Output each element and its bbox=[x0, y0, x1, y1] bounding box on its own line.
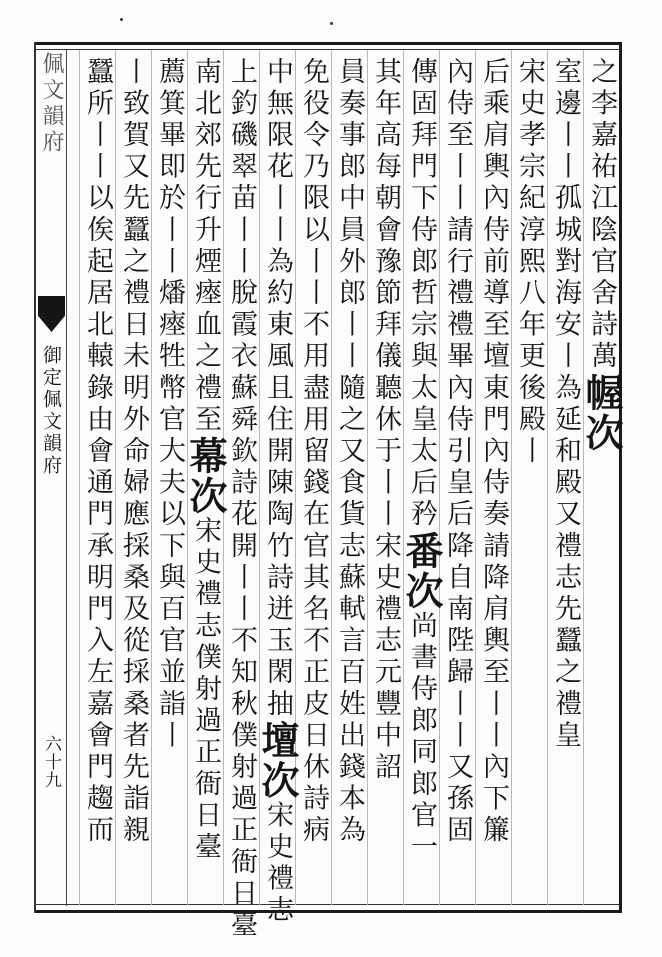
column-text: 員奏事郎中員外郎丨丨隨之又食貨志蘇軾言百姓出錢本為 bbox=[334, 57, 365, 847]
column-note: 丨為延和殿又禮志先蠶之禮皇 bbox=[550, 341, 581, 753]
column-note: 僕射過正衙日臺 bbox=[226, 720, 257, 942]
page-number: 六十九 bbox=[41, 735, 61, 789]
headword: 幄 bbox=[579, 373, 624, 413]
headword-suffix: 次 bbox=[579, 413, 624, 453]
text-column-9 bbox=[295, 57, 331, 902]
column-text: 之李嘉祐江陰官舍詩萬 bbox=[586, 57, 617, 373]
column-text: 上釣磯翠苗丨丨脫霞衣蘇舜欽詩花開丨丨不知秋 bbox=[226, 57, 257, 721]
banxin-top-text: 佩文韻府 bbox=[39, 52, 64, 156]
ink-speck bbox=[330, 22, 333, 25]
text-column-4 bbox=[475, 57, 511, 902]
headword: 番 bbox=[399, 531, 444, 571]
banxin-divider bbox=[66, 49, 67, 906]
column-text: 內侍至丨丨請行禮禮畢內侍引皇后降自南陛歸丨丨又孫固 bbox=[442, 57, 473, 847]
frame-top-rule-thin bbox=[34, 49, 622, 50]
text-column-3 bbox=[511, 57, 547, 902]
text-column-7 bbox=[367, 57, 403, 902]
headword: 壇 bbox=[255, 720, 300, 761]
frame-left-rule bbox=[34, 42, 36, 913]
column-text: 中無限花丨丨為約東風且住開陳陶竹詩迸玉閑抽 bbox=[262, 57, 293, 721]
text-column-10 bbox=[255, 57, 300, 928]
frame-right-rule bbox=[619, 42, 622, 913]
column-text: 丨致賀又先蠶之禮日未明外命婦應採桑及從採桑者先詣親 bbox=[118, 57, 149, 847]
headword-suffix: 次 bbox=[183, 476, 228, 517]
column-text: 傳固拜門下侍郎哲宗與太皇太后矜 bbox=[406, 57, 437, 531]
text-column-5 bbox=[439, 57, 475, 902]
text-column-13 bbox=[151, 57, 187, 902]
column-note: 宋史孝宗紀淳熙八年更後殿丨 bbox=[514, 57, 545, 468]
text-column-8 bbox=[331, 57, 367, 902]
ink-speck bbox=[120, 18, 123, 21]
column-note: 宋史禮志 bbox=[262, 800, 293, 928]
column-text: 后乘肩輿內侍前導至壇東門內侍奏請降肩輿至丨丨內下簾 bbox=[478, 57, 509, 847]
headword-suffix: 次 bbox=[399, 571, 444, 611]
frame-bottom-rule bbox=[34, 910, 622, 913]
column-note: 官大夫以下與百官並詣丨 bbox=[154, 404, 185, 753]
headword-suffix: 次 bbox=[255, 760, 300, 801]
column-note: 尚書侍郎同郎官一 bbox=[406, 611, 437, 864]
column-note: 宋史禮志僕射過正衙日臺 bbox=[190, 516, 221, 864]
frame-bottom-rule-thin bbox=[34, 904, 622, 905]
column-text: 南北郊先行升煙瘞血之禮至 bbox=[190, 57, 221, 437]
text-column-14 bbox=[115, 57, 151, 902]
text-column-6 bbox=[399, 57, 444, 902]
text-column-1 bbox=[579, 57, 624, 902]
column-note: 宋史禮志元豐中詔 bbox=[370, 531, 401, 784]
text-column-12 bbox=[183, 57, 228, 902]
column-text: 室邊丨丨孤城對海安 bbox=[550, 57, 581, 342]
column-text: 蠶所丨丨以俟起居北轅錄由會通門承明門入左嘉會門趨而 bbox=[82, 57, 113, 847]
banxin-title: 御定佩文韻府 bbox=[40, 345, 62, 477]
headword: 幕 bbox=[183, 436, 228, 477]
fish-tail-mark bbox=[38, 296, 65, 332]
text-column-15 bbox=[79, 57, 115, 902]
text-column-2 bbox=[547, 57, 583, 902]
text-column-11 bbox=[223, 57, 259, 942]
frame-top-rule bbox=[34, 42, 622, 45]
column-text: 其年高每朝會豫節拜儀聽休于丨丨 bbox=[370, 57, 401, 531]
column-text: 薦箕畢即於丨丨燔瘞牲幣 bbox=[154, 57, 185, 405]
column-text: 免役令乃限以丨丨不用盡用留錢在官其名不正皮日休詩病 bbox=[298, 57, 329, 847]
